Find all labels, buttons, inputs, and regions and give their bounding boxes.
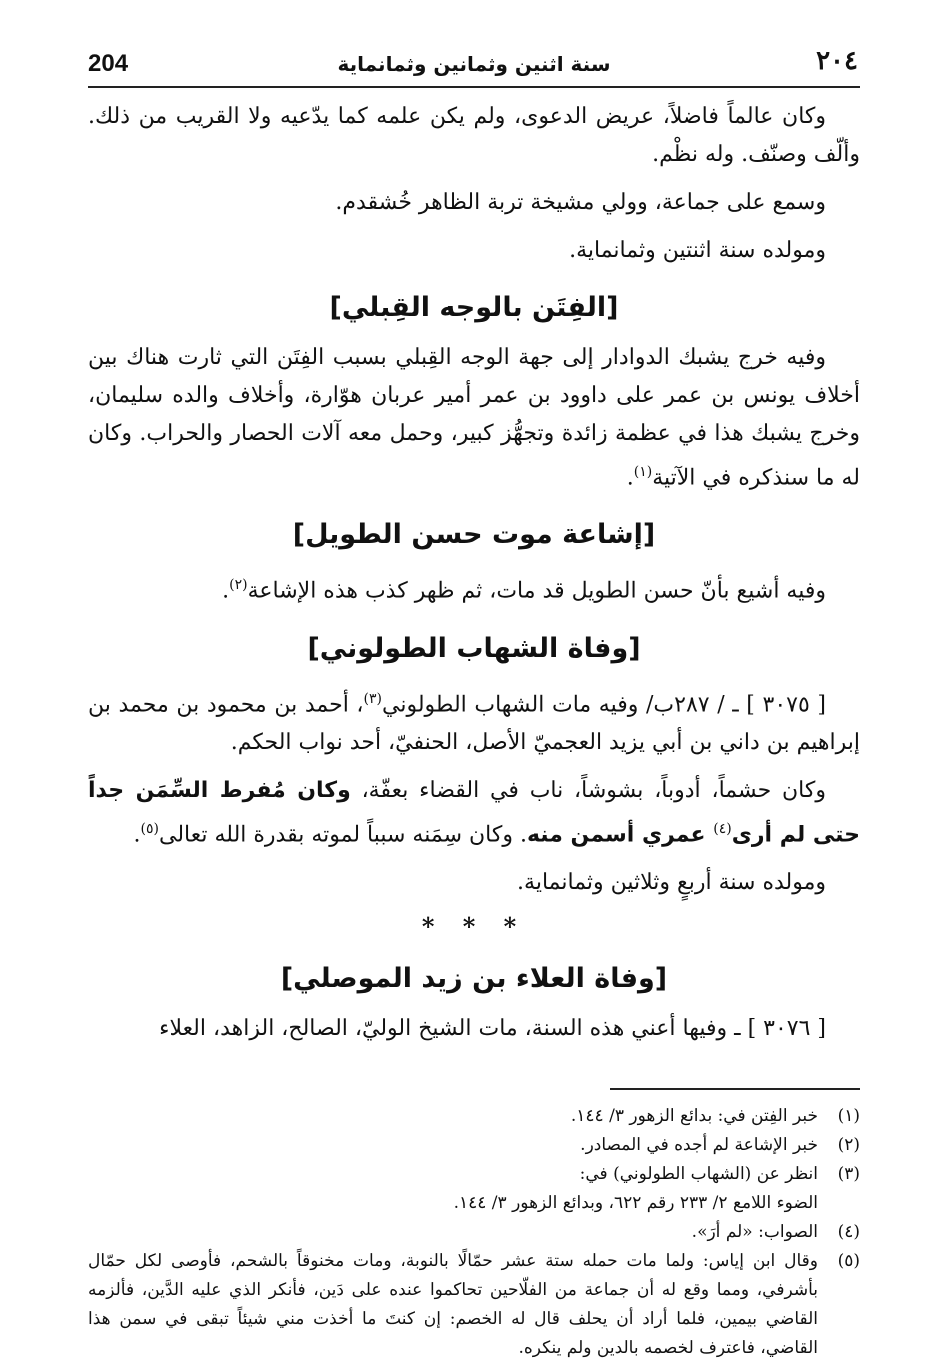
section-heading: [وفاة الشهاب الطولوني] xyxy=(307,632,641,664)
page-number-latin: 204 xyxy=(88,50,129,77)
footnote xyxy=(88,1131,860,1160)
footnote xyxy=(88,1102,860,1131)
section-heading: [إشاعة موت حسن الطويل] xyxy=(292,519,656,551)
paragraph xyxy=(88,680,860,762)
footnote-number: (١) xyxy=(837,1106,860,1127)
footnote-ref: (١) xyxy=(633,464,653,480)
paragraph-end: . xyxy=(626,465,634,491)
paragraph-text: . وكان سِمَنه سبباً لموته بقدرة الله تعالى xyxy=(159,822,527,848)
footnote-number: (٤) xyxy=(837,1222,860,1243)
footnote-ref: (٥) xyxy=(140,820,160,837)
footnote-text: وقال ابن إياس: ولما مات حمله ستة عشر حمّالًا بالنوبة، ومات مخنوقاً بالشحم، فأوصى لكل حمّال بأشرفي، ومما وقع له أن جماعة من الفلّاحين تحاكموا عنده على دَين، فأنكر الذي عليه الدَّين، فألزمه القاضي بيمين، فلما أراد أن يحلف قال له الخصم: إن كنتَ ما أخذت مني شيئاً تبقى في سمن هذا القاضي، فاعترف لخصمه بالدين ولم ينكره. xyxy=(88,1251,818,1359)
paragraph: ومولده سنة أربعٍ وثلاثين وثمانماية. xyxy=(517,870,826,896)
footnote-number: (٣) xyxy=(837,1164,860,1185)
section-separator: * * * xyxy=(421,912,527,942)
bold-text: عمري أسمن منه xyxy=(526,822,714,848)
footnote-text: خبر الفِتن في: بدائع الزهور ٣/ ١٤٤. xyxy=(570,1106,818,1127)
footnote xyxy=(88,1247,860,1363)
paragraph-text: وكان حشماً، أدوباً، بشوشاً، ناب في القضاء بعفّة، xyxy=(350,777,826,803)
footnotes xyxy=(88,1102,860,1363)
book-page xyxy=(88,40,860,1363)
footnote-continuation xyxy=(88,1189,860,1218)
paragraph-end: . xyxy=(222,578,230,604)
footnote-number xyxy=(818,1189,860,1218)
footnote xyxy=(88,1160,860,1189)
footnote-number: (٥) xyxy=(837,1251,860,1272)
section-heading: [وفاة العلاء بن زيد الموصلي] xyxy=(280,963,668,995)
paragraph-text: وفيه أشيع بأنّ حسن الطويل قد مات، ثم ظهر كذب هذه الإشاعة xyxy=(247,578,826,604)
paragraph xyxy=(88,339,860,497)
paragraph-text: ، أحمد بن محمود بن محمد بن إبراهيم بن داني بن أبي يزيد العجميّ الأصل، الحنفيّ، أحد نواب الحكم. xyxy=(88,691,860,755)
paragraph: [ ٣٠٧٦ ] ـ وفيها أعني هذه السنة، مات الشيخ الوليّ، الصالح، الزاهد، العلاء xyxy=(159,1016,826,1042)
footnote-ref: (٤) xyxy=(713,820,732,837)
bold-text: وكان مُفرط السِّمَن جداً حتى لم أرى xyxy=(88,777,860,848)
section-heading: [الفِتَن بالوجه القِبلي] xyxy=(329,292,619,323)
page-header xyxy=(88,40,860,88)
paragraph: وكان عالماً فاضلاً، عريض الدعوى، ولم يكن علمه كما يدّعيه ولا القريب من ذلك. وألّف وصنّف. وله نظْم. xyxy=(88,104,860,167)
paragraph-text: وفيه خرج يشبك الدوادار إلى جهة الوجه القِبلي بسبب الفِتَن التي ثارت هناك بين أخلاف يونس بن عمر على داوود بن عمر أمير عربان هوّارة، وأخلاف والده سليمان، وخرج يشبك هذا في عظمة زائدة وتجهُّز كبير، وحمل معه آلات الحصار والحراب. وكان له ما سنذكره في الآتية xyxy=(88,345,860,491)
paragraph xyxy=(88,566,860,610)
paragraph-text: [ ٣٠٧٥ ] ـ / ٢٨٧ب/ وفيه مات الشهاب الطولوني xyxy=(382,691,826,717)
footnote-divider xyxy=(610,1088,860,1090)
footnote-text: انظر عن (الشهاب الطولوني) في: xyxy=(579,1164,818,1185)
paragraph: ومولده سنة اثنتين وثمانماية. xyxy=(569,238,826,263)
footnote-number: (٢) xyxy=(837,1135,860,1156)
page-number-arabic: ٢٠٤ xyxy=(816,46,858,76)
footnote-text: الضوء اللامع ٢/ ٢٣٣ رقم ٦٢٢، وبدائع الزهور ٣/ ١٤٤. xyxy=(453,1193,818,1214)
paragraph-end: . xyxy=(133,822,141,848)
running-title: سنة اثنين وثمانين وثمانماية xyxy=(337,52,611,76)
footnote-ref: (٢) xyxy=(229,577,248,594)
footnote-ref: (٣) xyxy=(363,690,382,707)
footnote-text: الصواب: «لم أرَ». xyxy=(691,1222,818,1243)
paragraph: وسمع على جماعة، وولي مشيخة تربة الظاهر خُشقدم. xyxy=(335,190,826,215)
paragraph xyxy=(88,772,860,854)
footnote-text: خبر الإشاعة لم أجده في المصادر. xyxy=(580,1135,818,1156)
main-text xyxy=(88,88,860,1048)
footnote xyxy=(88,1218,860,1247)
